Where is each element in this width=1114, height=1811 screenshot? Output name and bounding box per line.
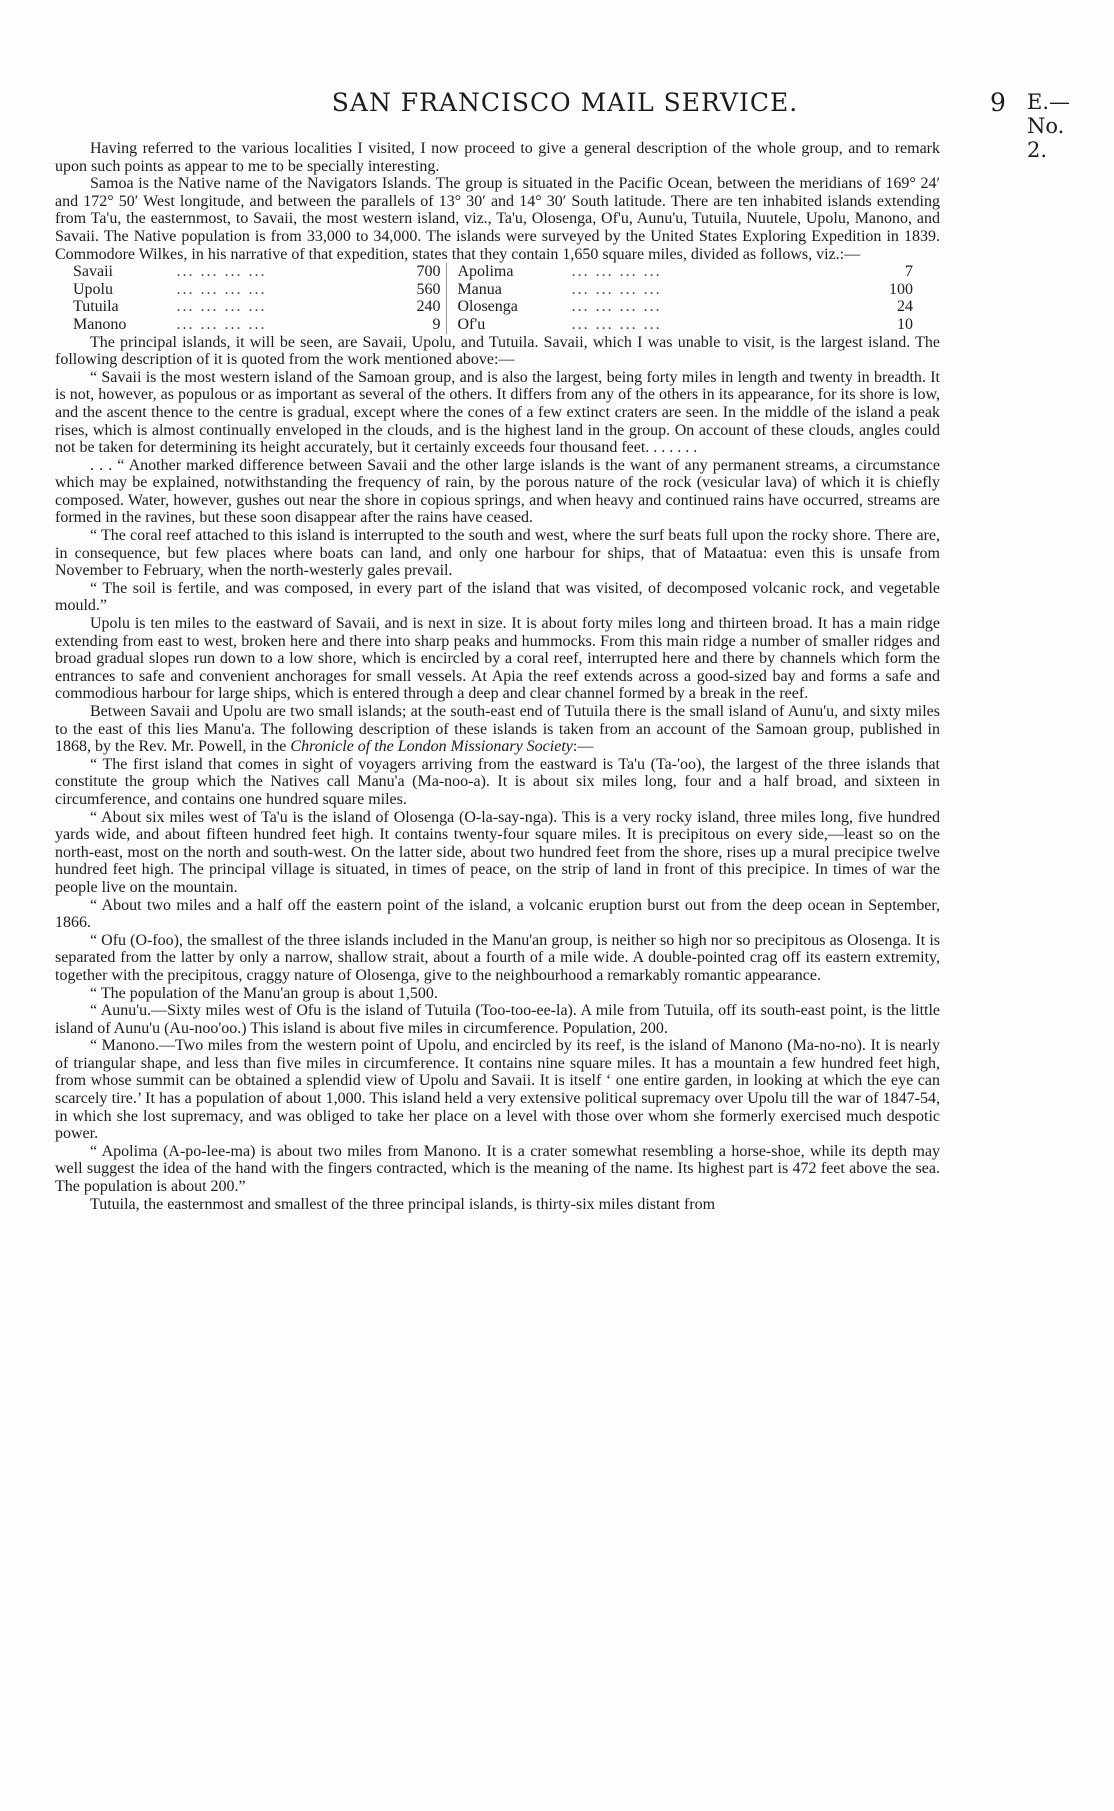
quoted-paragraph: “ Aunu'u.—Sixty miles west of Ofu is the island of Tutuila (Too-too-ee-la). A mile from Tutuila, off its south-east point, is the little island of Aunu'u (Au-noo'oo.) This island is about five miles in circumference. Population, 200. <box>55 1002 940 1037</box>
table-row <box>73 298 913 316</box>
dot-leader: ... ... ... ... <box>176 315 267 333</box>
island-area: 100 <box>889 280 913 298</box>
paragraph: Having referred to the various localities I visited, I now proceed to give a general description of the whole group, and to remark upon such points as appear to me to be specially interesting. <box>55 140 940 175</box>
quoted-paragraph: “ The soil is fertile, and was composed, in every part of the island that was visited, of decomposed volcanic rock, and vegetable mould.” <box>55 579 940 615</box>
island-area: 24 <box>897 298 913 316</box>
island-name: Manono <box>73 315 127 333</box>
island-name: Olosenga <box>457 298 518 316</box>
body-text <box>55 140 940 1213</box>
island-name: Apolima <box>457 263 514 281</box>
island-area: 560 <box>399 281 447 299</box>
table-row <box>73 263 913 281</box>
dot-leader: ... ... ... ... <box>571 280 662 298</box>
island-name: Upolu <box>73 280 113 298</box>
dot-leader: ... ... ... ... <box>571 298 662 316</box>
dot-leader: ... ... ... ... <box>176 263 267 281</box>
quoted-paragraph: . . . “ Another marked difference between Savaii and the other large islands is the want of any permanent streams, a circumstance which may be explained, notwithstanding the frequency of rain, by the porous nature of the rock (vesicular lava) of which it is chiefly composed. Water, however, gushes out near the shore in copious springs, and when heavy and continued rains have occurred, streams are formed in the ravines, but these soon disappear after the rains have ceased. <box>55 456 940 527</box>
island-area: 7 <box>905 263 913 281</box>
quoted-paragraph: “ Savaii is the most western island of the Samoan group, and is also the largest, being forty miles in length and twenty in breadth. It is not, however, as populous or as important as several of the others. It differs from any of the others in its appearance, for its shore is low, and the ascent thence to the centre is gradual, except where the cones of a few extinct craters are seen. In the middle of the island a peak rises, which is almost continually enveloped in the clouds, and is the highest land in the group. On account of these clouds, angles could not be taken for determining its height accurately, but it certainly exceeds four thousand feet. . . . . . . <box>55 368 940 457</box>
dot-leader: ... ... ... ... <box>571 263 662 281</box>
island-area: 700 <box>399 263 447 281</box>
quoted-paragraph: “ The first island that comes in sight of voyagers arriving from the eastward is Ta'u (Ta-'oo), the largest of the three islands that constitute the group which the Natives call Manu'a (Ma-noo-a). It is about six miles long, four and a half broad, and sixteen in circumference, and contains one hundred square miles. <box>55 755 940 808</box>
page-title: SAN FRANCISCO MAIL SERVICE. <box>331 88 799 117</box>
quoted-paragraph: “ About two miles and a half off the eastern point of the island, a volcanic eruption burst out from the deep ocean in September, 1866. <box>55 896 940 932</box>
dot-leader: ... ... ... ... <box>176 280 267 298</box>
quoted-paragraph: “ The coral reef attached to this island is interrupted to the south and west, where the surf beats full upon the rocky shore. There are, in consequence, but few places where boats can land, and only one harbour for ships, that of Mataatua: even this is unsafe from November to February, when the north-westerly gales prevail. <box>55 527 940 580</box>
island-name: Savaii <box>73 263 113 281</box>
island-area: 240 <box>399 298 447 316</box>
island-name: Manua <box>457 280 502 298</box>
quoted-paragraph: “ Manono.—Two miles from the western point of Upolu, and encircled by its reef, is the island of Manono (Ma-no-no). It is nearly of triangular shape, and less than five miles in circumference. It contains nine square miles. It has a mountain a few hundred feet high, from whose summit can be obtained a splendid view of Upolu and Savaii. It is itself ‘ one entire garden, in looking at which the eye can scarcely tire.’ It has a population of about 1,000. This island held a very extensive political supremacy over Upolu till the war of 1847-54, in which she lost supremacy, and was obliged to take her place on a level with those over whom she formerly exercised much despotic power. <box>55 1037 940 1143</box>
island-name: Of'u <box>457 315 486 333</box>
document-reference: E.—No. 2. <box>1027 90 1071 162</box>
paragraph: Tutuila, the easternmost and smallest of the three principal islands, is thirty-six miles distant from <box>90 1195 716 1213</box>
quoted-paragraph: “ Ofu (O-foo), the smallest of the three islands included in the Manu'an group, is neither so high nor so precipitous as Olosenga. It is separated from the latter by only a narrow, shallow strait, about a fourth of a mile wide. A double-pointed crag off its eastern extremity, together with the precipitous, craggy nature of Olosenga, give to the neighbourhood a remarkably romantic appearance. <box>55 931 940 984</box>
paragraph-text: Between Savaii and Upolu are two small islands; at the south-east end of Tutuila there is the small island of Aunu'u, and sixty miles to the east of this lies Manu'a. The following description of these islands is taken from an account of the Samoan group, published in 1868, by the Rev. Mr. Powell, in the <box>55 703 940 756</box>
dot-leader: ... ... ... ... <box>176 298 267 316</box>
paragraph: The principal islands, it will be seen, are Savaii, Upolu, and Tutuila. Savaii, which I was unable to visit, is the largest island. The following description of it is quoted from the work mentioned above:— <box>55 333 940 369</box>
island-name: Tutuila <box>73 298 119 316</box>
paragraph-text: :— <box>572 738 594 756</box>
publication-title: Chronicle of the London Missionary Society <box>290 738 573 756</box>
quoted-paragraph: “ The population of the Manu'an group is about 1,500. <box>90 984 438 1002</box>
quoted-paragraph: “ About six miles west of Ta'u is the island of Olosenga (O-la-say-nga). This is a very rocky island, three miles long, five hundred yards wide, and about fifteen hundred feet high. It contains twenty-four square miles. It is precipitous on every side,—least so on the north-east, most on the north and south-west. On the latter side, about two hundred feet from the shore, rises up a mural precipice twelve hundred feet high. The principal village is situated, in times of peace, on the strip of land in front of this precipice. In times of war the people live on the mountain. <box>55 808 940 896</box>
island-areas-table <box>73 263 913 333</box>
page-number: 9 <box>990 88 1006 117</box>
paragraph <box>55 703 940 756</box>
table-row <box>73 316 913 334</box>
dot-leader: ... ... ... ... <box>571 315 662 333</box>
island-area: 10 <box>897 315 913 333</box>
island-area: 9 <box>399 316 447 334</box>
paragraph: Upolu is ten miles to the eastward of Savaii, and is next in size. It is about forty miles long and thirteen broad. It has a main ridge extending from east to west, broken here and there into sharp peaks and hummocks. From this main ridge a number of smaller ridges and broad gradual slopes run down to a low shore, which is encircled by a coral reef, interrupted here and there by channels which form the entrances to safe and convenient anchorages for small vessels. At Apia the reef extends across a good-sized bay and forms a safe and commodious harbour for large ships, which is entered through a deep and clear channel formed by a break in the reef. <box>55 615 940 703</box>
paragraph: Samoa is the Native name of the Navigators Islands. The group is situated in the Pacific Ocean, between the meridians of 169° 24′ and 172° 50′ West longitude, and between the parallels of 13° 30′ and 14° 30′ South latitude. There are ten inhabited islands extending from Ta'u, the easternmost, to Savaii, the most western island, viz., Ta'u, Olosenga, Of'u, Aunu'u, Tutuila, Nuutele, Upolu, Manono, and Savaii. The Native population is from 33,000 to 34,000. The islands were surveyed by the United States Exploring Expedition in 1839. Commodore Wilkes, in his narrative of that expedition, states that they contain 1,650 square miles, divided as follows, viz.:— <box>55 175 940 263</box>
table-row <box>73 281 913 299</box>
quoted-paragraph: “ Apolima (A-po-lee-ma) is about two miles from Manono. It is a crater somewhat resembling a horse-shoe, while its depth may well suggest the idea of the hand with the fingers contracted, which is the meaning of the name. Its highest part is 472 feet above the sea. The population is about 200.” <box>55 1142 940 1196</box>
